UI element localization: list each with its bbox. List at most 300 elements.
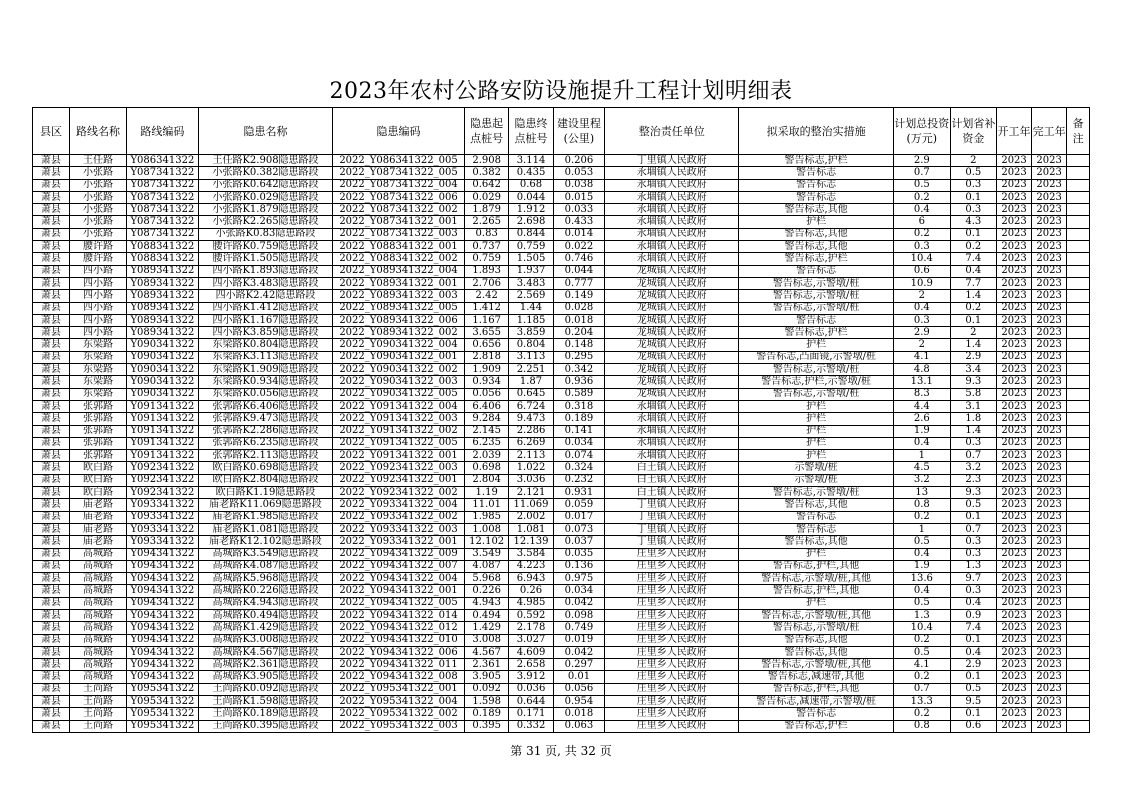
header-remarks: 备注 bbox=[1067, 108, 1090, 155]
cell-provincial-subsidy: 2 bbox=[950, 155, 996, 167]
cell-end-year: 2023 bbox=[1032, 327, 1067, 339]
cell-total-investment: 0.7 bbox=[893, 683, 950, 695]
cell-start-stake: 2.361 bbox=[465, 659, 509, 671]
cell-route-name: 腰许路 bbox=[70, 241, 127, 253]
table-row bbox=[33, 253, 1090, 265]
cell-provincial-subsidy: 0.3 bbox=[950, 179, 996, 191]
cell-start-year: 2023 bbox=[997, 437, 1032, 449]
cell-end-year: 2023 bbox=[1032, 622, 1067, 634]
cell-county: 萧县 bbox=[33, 548, 70, 560]
cell-hazard-name: 小张路K0.83隐患路段 bbox=[198, 228, 332, 240]
cell-responsible-unit: 永堌镇人民政府 bbox=[605, 204, 739, 216]
cell-end-year: 2023 bbox=[1032, 376, 1067, 388]
cell-end-year: 2023 bbox=[1032, 241, 1067, 253]
cell-responsible-unit: 庄里乡人民政府 bbox=[605, 646, 739, 658]
cell-mileage: 0.433 bbox=[553, 216, 605, 228]
cell-start-year: 2023 bbox=[997, 364, 1032, 376]
table-row bbox=[33, 450, 1090, 462]
cell-provincial-subsidy: 9.5 bbox=[950, 696, 996, 708]
cell-measures: 警告标志,其他 bbox=[739, 228, 894, 240]
cell-start-year: 2023 bbox=[997, 253, 1032, 265]
cell-end-year: 2023 bbox=[1032, 511, 1067, 523]
cell-hazard-code: 2022_Y090341322_004 bbox=[333, 339, 465, 351]
cell-start-year: 2023 bbox=[997, 425, 1032, 437]
cell-end-stake: 3.113 bbox=[509, 351, 553, 363]
cell-hazard-name: 高城路K1.429隐患路段 bbox=[198, 622, 332, 634]
cell-end-year: 2023 bbox=[1032, 560, 1067, 572]
table-row bbox=[33, 388, 1090, 400]
cell-hazard-name: 小张路K0.029隐患路段 bbox=[198, 191, 332, 203]
cell-measures: 护栏 bbox=[739, 425, 894, 437]
cell-start-stake: 0.494 bbox=[465, 609, 509, 621]
cell-start-year: 2023 bbox=[997, 708, 1032, 720]
cell-mileage: 0.01 bbox=[553, 671, 605, 683]
cell-hazard-code: 2022_Y088341322_001 bbox=[333, 241, 465, 253]
cell-route-code: Y091341322 bbox=[126, 425, 198, 437]
cell-county: 萧县 bbox=[33, 683, 70, 695]
cell-end-year: 2023 bbox=[1032, 339, 1067, 351]
cell-hazard-code: 2022_Y089341322_001 bbox=[333, 277, 465, 289]
cell-hazard-code: 2022_Y087341322_001 bbox=[333, 216, 465, 228]
cell-measures: 警告标志,其他 bbox=[739, 204, 894, 216]
cell-end-stake: 2.002 bbox=[509, 511, 553, 523]
cell-total-investment: 0.7 bbox=[893, 167, 950, 179]
cell-end-stake: 1.185 bbox=[509, 314, 553, 326]
cell-end-year: 2023 bbox=[1032, 573, 1067, 585]
cell-route-name: 腰许路 bbox=[70, 253, 127, 265]
cell-hazard-code: 2022_Y095341322_002 bbox=[333, 708, 465, 720]
cell-county: 萧县 bbox=[33, 671, 70, 683]
header-measures: 拟采取的整治实措施 bbox=[739, 108, 894, 155]
cell-mileage: 0.037 bbox=[553, 536, 605, 548]
cell-mileage: 0.014 bbox=[553, 228, 605, 240]
cell-total-investment: 4.1 bbox=[893, 351, 950, 363]
cell-remarks bbox=[1067, 708, 1090, 720]
cell-end-stake: 4.985 bbox=[509, 597, 553, 609]
cell-remarks bbox=[1067, 400, 1090, 412]
cell-county: 萧县 bbox=[33, 560, 70, 572]
cell-end-stake: 0.592 bbox=[509, 609, 553, 621]
cell-hazard-name: 四小路K1.167隐患路段 bbox=[198, 314, 332, 326]
cell-provincial-subsidy: 7.7 bbox=[950, 277, 996, 289]
cell-end-year: 2023 bbox=[1032, 708, 1067, 720]
cell-total-investment: 0.2 bbox=[893, 511, 950, 523]
cell-route-name: 东梁路 bbox=[70, 376, 127, 388]
cell-measures: 警告标志,示警墩/桩,其他 bbox=[739, 609, 894, 621]
cell-end-year: 2023 bbox=[1032, 302, 1067, 314]
cell-end-stake: 6.269 bbox=[509, 437, 553, 449]
cell-county: 萧县 bbox=[33, 327, 70, 339]
cell-hazard-name: 王尚路K1.598隐患路段 bbox=[198, 696, 332, 708]
cell-start-year: 2023 bbox=[997, 290, 1032, 302]
cell-route-name: 高城路 bbox=[70, 560, 127, 572]
cell-hazard-name: 高城路K5.968隐患路段 bbox=[198, 573, 332, 585]
cell-total-investment: 0.4 bbox=[893, 302, 950, 314]
cell-route-code: Y095341322 bbox=[126, 708, 198, 720]
cell-route-name: 高城路 bbox=[70, 548, 127, 560]
cell-start-year: 2023 bbox=[997, 720, 1032, 732]
cell-responsible-unit: 庄里乡人民政府 bbox=[605, 573, 739, 585]
cell-remarks bbox=[1067, 609, 1090, 621]
cell-route-code: Y088341322 bbox=[126, 253, 198, 265]
cell-route-code: Y093341322 bbox=[126, 499, 198, 511]
cell-start-year: 2023 bbox=[997, 277, 1032, 289]
cell-remarks bbox=[1067, 671, 1090, 683]
cell-route-name: 王尚路 bbox=[70, 720, 127, 732]
cell-responsible-unit: 丁里镇人民政府 bbox=[605, 523, 739, 535]
cell-county: 萧县 bbox=[33, 474, 70, 486]
cell-route-code: Y090341322 bbox=[126, 376, 198, 388]
cell-end-year: 2023 bbox=[1032, 487, 1067, 499]
cell-hazard-code: 2022_Y091341322_003 bbox=[333, 413, 465, 425]
cell-total-investment: 1 bbox=[893, 523, 950, 535]
cell-county: 萧县 bbox=[33, 646, 70, 658]
cell-end-year: 2023 bbox=[1032, 683, 1067, 695]
cell-county: 萧县 bbox=[33, 376, 70, 388]
cell-responsible-unit: 龙城镇人民政府 bbox=[605, 351, 739, 363]
cell-responsible-unit: 丁里镇人民政府 bbox=[605, 536, 739, 548]
cell-measures: 警告标志,护栏,示警墩/桩 bbox=[739, 376, 894, 388]
cell-hazard-name: 高城路K2.361隐患路段 bbox=[198, 659, 332, 671]
cell-route-name: 小张路 bbox=[70, 204, 127, 216]
cell-start-year: 2023 bbox=[997, 179, 1032, 191]
cell-county: 萧县 bbox=[33, 450, 70, 462]
cell-end-year: 2023 bbox=[1032, 228, 1067, 240]
cell-county: 萧县 bbox=[33, 228, 70, 240]
cell-route-code: Y094341322 bbox=[126, 548, 198, 560]
cell-end-year: 2023 bbox=[1032, 167, 1067, 179]
cell-measures: 警告标志 bbox=[739, 265, 894, 277]
cell-mileage: 0.297 bbox=[553, 659, 605, 671]
table-row bbox=[33, 413, 1090, 425]
cell-start-stake: 2.706 bbox=[465, 277, 509, 289]
cell-total-investment: 0.3 bbox=[893, 314, 950, 326]
cell-start-year: 2023 bbox=[997, 499, 1032, 511]
cell-route-name: 欧白路 bbox=[70, 474, 127, 486]
cell-route-code: Y091341322 bbox=[126, 400, 198, 412]
cell-end-stake: 4.609 bbox=[509, 646, 553, 658]
cell-county: 萧县 bbox=[33, 413, 70, 425]
cell-route-name: 东梁路 bbox=[70, 351, 127, 363]
cell-measures: 警告标志,示警墩/桩,其他 bbox=[739, 573, 894, 585]
cell-route-name: 高城路 bbox=[70, 585, 127, 597]
cell-start-year: 2023 bbox=[997, 634, 1032, 646]
cell-responsible-unit: 永堌镇人民政府 bbox=[605, 228, 739, 240]
cell-end-year: 2023 bbox=[1032, 523, 1067, 535]
table-header bbox=[33, 108, 1090, 155]
cell-start-year: 2023 bbox=[997, 155, 1032, 167]
cell-hazard-code: 2022_Y090341322_002 bbox=[333, 364, 465, 376]
cell-remarks bbox=[1067, 204, 1090, 216]
cell-measures: 示警墩/桩 bbox=[739, 462, 894, 474]
cell-hazard-code: 2022_Y094341322_012 bbox=[333, 622, 465, 634]
cell-end-stake: 3.483 bbox=[509, 277, 553, 289]
cell-measures: 警告标志,示警墩/桩 bbox=[739, 302, 894, 314]
cell-hazard-name: 欧白路K0.698隐患路段 bbox=[198, 462, 332, 474]
cell-end-year: 2023 bbox=[1032, 536, 1067, 548]
cell-route-code: Y089341322 bbox=[126, 302, 198, 314]
cell-start-year: 2023 bbox=[997, 204, 1032, 216]
cell-measures: 警告标志,示警墩/桩 bbox=[739, 487, 894, 499]
cell-total-investment: 13 bbox=[893, 487, 950, 499]
cell-end-year: 2023 bbox=[1032, 191, 1067, 203]
cell-hazard-code: 2022_Y088341322_002 bbox=[333, 253, 465, 265]
cell-county: 萧县 bbox=[33, 204, 70, 216]
cell-remarks bbox=[1067, 696, 1090, 708]
cell-provincial-subsidy: 0.4 bbox=[950, 597, 996, 609]
cell-measures: 护栏 bbox=[739, 339, 894, 351]
cell-provincial-subsidy: 0.1 bbox=[950, 708, 996, 720]
cell-remarks bbox=[1067, 265, 1090, 277]
cell-responsible-unit: 永堌镇人民政府 bbox=[605, 437, 739, 449]
cell-hazard-name: 张郭路K2.113隐患路段 bbox=[198, 450, 332, 462]
cell-route-code: Y087341322 bbox=[126, 167, 198, 179]
cell-total-investment: 0.4 bbox=[893, 585, 950, 597]
cell-hazard-code: 2022_Y095341322_003 bbox=[333, 720, 465, 732]
table-row bbox=[33, 302, 1090, 314]
cell-responsible-unit: 白土镇人民政府 bbox=[605, 462, 739, 474]
cell-hazard-code: 2022_Y089341322_004 bbox=[333, 265, 465, 277]
cell-county: 萧县 bbox=[33, 536, 70, 548]
cell-county: 萧县 bbox=[33, 425, 70, 437]
cell-route-code: Y094341322 bbox=[126, 609, 198, 621]
cell-start-year: 2023 bbox=[997, 536, 1032, 548]
cell-route-code: Y094341322 bbox=[126, 585, 198, 597]
cell-start-year: 2023 bbox=[997, 228, 1032, 240]
cell-provincial-subsidy: 9.3 bbox=[950, 487, 996, 499]
header-start-stake: 隐患起点桩号 bbox=[465, 108, 509, 155]
cell-route-code: Y090341322 bbox=[126, 364, 198, 376]
cell-mileage: 0.098 bbox=[553, 609, 605, 621]
cell-total-investment: 0.4 bbox=[893, 204, 950, 216]
cell-mileage: 0.022 bbox=[553, 241, 605, 253]
cell-end-year: 2023 bbox=[1032, 413, 1067, 425]
cell-route-code: Y089341322 bbox=[126, 265, 198, 277]
cell-mileage: 0.936 bbox=[553, 376, 605, 388]
cell-end-stake: 2.698 bbox=[509, 216, 553, 228]
cell-county: 萧县 bbox=[33, 253, 70, 265]
cell-responsible-unit: 庄里乡人民政府 bbox=[605, 548, 739, 560]
cell-route-code: Y093341322 bbox=[126, 536, 198, 548]
cell-start-stake: 1.985 bbox=[465, 511, 509, 523]
cell-remarks bbox=[1067, 536, 1090, 548]
cell-total-investment: 4.8 bbox=[893, 364, 950, 376]
cell-start-stake: 0.395 bbox=[465, 720, 509, 732]
cell-mileage: 0.074 bbox=[553, 450, 605, 462]
cell-start-stake: 4.087 bbox=[465, 560, 509, 572]
cell-measures: 警告标志,其他 bbox=[739, 634, 894, 646]
cell-total-investment: 6 bbox=[893, 216, 950, 228]
cell-route-name: 高城路 bbox=[70, 659, 127, 671]
cell-mileage: 0.232 bbox=[553, 474, 605, 486]
cell-provincial-subsidy: 1.8 bbox=[950, 413, 996, 425]
cell-responsible-unit: 永堌镇人民政府 bbox=[605, 167, 739, 179]
cell-responsible-unit: 永堌镇人民政府 bbox=[605, 400, 739, 412]
cell-start-stake: 11.01 bbox=[465, 499, 509, 511]
cell-hazard-name: 王任路K2.908隐患路段 bbox=[198, 155, 332, 167]
cell-responsible-unit: 庄里乡人民政府 bbox=[605, 609, 739, 621]
cell-mileage: 0.017 bbox=[553, 511, 605, 523]
cell-end-stake: 9.473 bbox=[509, 413, 553, 425]
cell-responsible-unit: 龙城镇人民政府 bbox=[605, 277, 739, 289]
cell-mileage: 0.975 bbox=[553, 573, 605, 585]
cell-hazard-name: 高城路K3.549隐患路段 bbox=[198, 548, 332, 560]
cell-hazard-name: 庙老路K1.985隐患路段 bbox=[198, 511, 332, 523]
cell-route-name: 小张路 bbox=[70, 228, 127, 240]
cell-start-stake: 0.092 bbox=[465, 683, 509, 695]
cell-provincial-subsidy: 0.4 bbox=[950, 646, 996, 658]
cell-measures: 警告标志,其他 bbox=[739, 499, 894, 511]
cell-measures: 警告标志 bbox=[739, 523, 894, 535]
cell-remarks bbox=[1067, 560, 1090, 572]
cell-responsible-unit: 庄里乡人民政府 bbox=[605, 560, 739, 572]
cell-mileage: 0.019 bbox=[553, 634, 605, 646]
cell-start-year: 2023 bbox=[997, 400, 1032, 412]
cell-route-name: 张郭路 bbox=[70, 437, 127, 449]
cell-end-year: 2023 bbox=[1032, 290, 1067, 302]
cell-start-stake: 1.429 bbox=[465, 622, 509, 634]
cell-end-year: 2023 bbox=[1032, 314, 1067, 326]
table-row bbox=[33, 191, 1090, 203]
cell-end-stake: 0.171 bbox=[509, 708, 553, 720]
cell-end-year: 2023 bbox=[1032, 659, 1067, 671]
cell-hazard-code: 2022_Y091341322_005 bbox=[333, 437, 465, 449]
cell-hazard-code: 2022_Y094341322_007 bbox=[333, 560, 465, 572]
cell-total-investment: 8.3 bbox=[893, 388, 950, 400]
cell-remarks bbox=[1067, 720, 1090, 732]
cell-responsible-unit: 龙城镇人民政府 bbox=[605, 265, 739, 277]
cell-mileage: 0.015 bbox=[553, 191, 605, 203]
cell-measures: 警告标志,护栏,其他 bbox=[739, 683, 894, 695]
table-row bbox=[33, 597, 1090, 609]
cell-responsible-unit: 永堌镇人民政府 bbox=[605, 450, 739, 462]
cell-remarks bbox=[1067, 339, 1090, 351]
cell-county: 萧县 bbox=[33, 400, 70, 412]
cell-measures: 警告标志 bbox=[739, 191, 894, 203]
cell-start-stake: 2.908 bbox=[465, 155, 509, 167]
cell-remarks bbox=[1067, 425, 1090, 437]
cell-remarks bbox=[1067, 450, 1090, 462]
table-row bbox=[33, 487, 1090, 499]
cell-total-investment: 0.8 bbox=[893, 499, 950, 511]
cell-provincial-subsidy: 0.2 bbox=[950, 241, 996, 253]
table-row bbox=[33, 400, 1090, 412]
table-row bbox=[33, 609, 1090, 621]
cell-end-year: 2023 bbox=[1032, 265, 1067, 277]
header-row bbox=[33, 108, 1090, 155]
cell-mileage: 0.053 bbox=[553, 167, 605, 179]
cell-hazard-code: 2022_Y091341322_001 bbox=[333, 450, 465, 462]
cell-mileage: 0.148 bbox=[553, 339, 605, 351]
cell-end-stake: 11.069 bbox=[509, 499, 553, 511]
cell-responsible-unit: 庄里乡人民政府 bbox=[605, 696, 739, 708]
cell-route-code: Y091341322 bbox=[126, 450, 198, 462]
cell-measures: 警告标志,护栏,其他 bbox=[739, 585, 894, 597]
cell-county: 萧县 bbox=[33, 585, 70, 597]
cell-measures: 警告标志,减速带,示警墩/桩 bbox=[739, 696, 894, 708]
cell-responsible-unit: 庄里乡人民政府 bbox=[605, 585, 739, 597]
cell-measures: 护栏 bbox=[739, 548, 894, 560]
cell-responsible-unit: 龙城镇人民政府 bbox=[605, 364, 739, 376]
cell-end-year: 2023 bbox=[1032, 179, 1067, 191]
cell-start-stake: 2.818 bbox=[465, 351, 509, 363]
cell-start-stake: 1.167 bbox=[465, 314, 509, 326]
cell-route-name: 庙老路 bbox=[70, 523, 127, 535]
cell-end-year: 2023 bbox=[1032, 425, 1067, 437]
table-row bbox=[33, 536, 1090, 548]
cell-responsible-unit: 永堌镇人民政府 bbox=[605, 253, 739, 265]
cell-hazard-name: 庙老路K12.102隐患路段 bbox=[198, 536, 332, 548]
cell-route-code: Y087341322 bbox=[126, 216, 198, 228]
cell-provincial-subsidy: 0.7 bbox=[950, 450, 996, 462]
cell-start-year: 2023 bbox=[997, 351, 1032, 363]
cell-provincial-subsidy: 0.1 bbox=[950, 191, 996, 203]
cell-mileage: 0.749 bbox=[553, 622, 605, 634]
cell-route-code: Y092341322 bbox=[126, 487, 198, 499]
cell-hazard-code: 2022_Y094341322_014 bbox=[333, 609, 465, 621]
cell-mileage: 0.038 bbox=[553, 179, 605, 191]
cell-end-stake: 1.44 bbox=[509, 302, 553, 314]
cell-provincial-subsidy: 0.7 bbox=[950, 523, 996, 535]
cell-measures: 警告标志 bbox=[739, 511, 894, 523]
cell-start-stake: 1.893 bbox=[465, 265, 509, 277]
cell-hazard-name: 腰许路K0.759隐患路段 bbox=[198, 241, 332, 253]
cell-end-stake: 6.943 bbox=[509, 573, 553, 585]
cell-route-name: 王尚路 bbox=[70, 696, 127, 708]
cell-remarks bbox=[1067, 646, 1090, 658]
cell-hazard-code: 2022_Y094341322_011 bbox=[333, 659, 465, 671]
cell-measures: 警告标志,示警墩/桩 bbox=[739, 388, 894, 400]
cell-total-investment: 2.6 bbox=[893, 413, 950, 425]
cell-end-year: 2023 bbox=[1032, 388, 1067, 400]
cell-route-name: 四小路 bbox=[70, 302, 127, 314]
cell-county: 萧县 bbox=[33, 597, 70, 609]
cell-start-stake: 2.804 bbox=[465, 474, 509, 486]
cell-hazard-code: 2022_Y092341322_001 bbox=[333, 474, 465, 486]
cell-total-investment: 1 bbox=[893, 450, 950, 462]
cell-hazard-code: 2022_Y090341322_005 bbox=[333, 388, 465, 400]
cell-county: 萧县 bbox=[33, 659, 70, 671]
cell-route-code: Y089341322 bbox=[126, 314, 198, 326]
cell-total-investment: 0.6 bbox=[893, 265, 950, 277]
table-row bbox=[33, 474, 1090, 486]
cell-hazard-name: 东梁路K0.934隐患路段 bbox=[198, 376, 332, 388]
cell-hazard-code: 2022_Y093341322_001 bbox=[333, 536, 465, 548]
cell-remarks bbox=[1067, 573, 1090, 585]
cell-hazard-code: 2022_Y087341322_002 bbox=[333, 204, 465, 216]
cell-end-stake: 2.569 bbox=[509, 290, 553, 302]
header-route-name: 路线名称 bbox=[70, 108, 127, 155]
cell-end-year: 2023 bbox=[1032, 597, 1067, 609]
cell-county: 萧县 bbox=[33, 622, 70, 634]
cell-measures: 警告标志,护栏,其他 bbox=[739, 560, 894, 572]
cell-start-stake: 12.102 bbox=[465, 536, 509, 548]
cell-county: 萧县 bbox=[33, 708, 70, 720]
cell-route-name: 王尚路 bbox=[70, 708, 127, 720]
cell-start-stake: 3.905 bbox=[465, 671, 509, 683]
cell-mileage: 0.204 bbox=[553, 327, 605, 339]
cell-route-name: 小张路 bbox=[70, 167, 127, 179]
cell-hazard-code: 2022_Y094341322_010 bbox=[333, 634, 465, 646]
cell-provincial-subsidy: 2.3 bbox=[950, 474, 996, 486]
cell-measures: 警告标志,示警墩/桩 bbox=[739, 290, 894, 302]
cell-responsible-unit: 永堌镇人民政府 bbox=[605, 179, 739, 191]
table-row bbox=[33, 560, 1090, 572]
table-row bbox=[33, 425, 1090, 437]
cell-end-stake: 6.724 bbox=[509, 400, 553, 412]
cell-hazard-name: 欧白路K2.804隐患路段 bbox=[198, 474, 332, 486]
cell-start-stake: 0.029 bbox=[465, 191, 509, 203]
